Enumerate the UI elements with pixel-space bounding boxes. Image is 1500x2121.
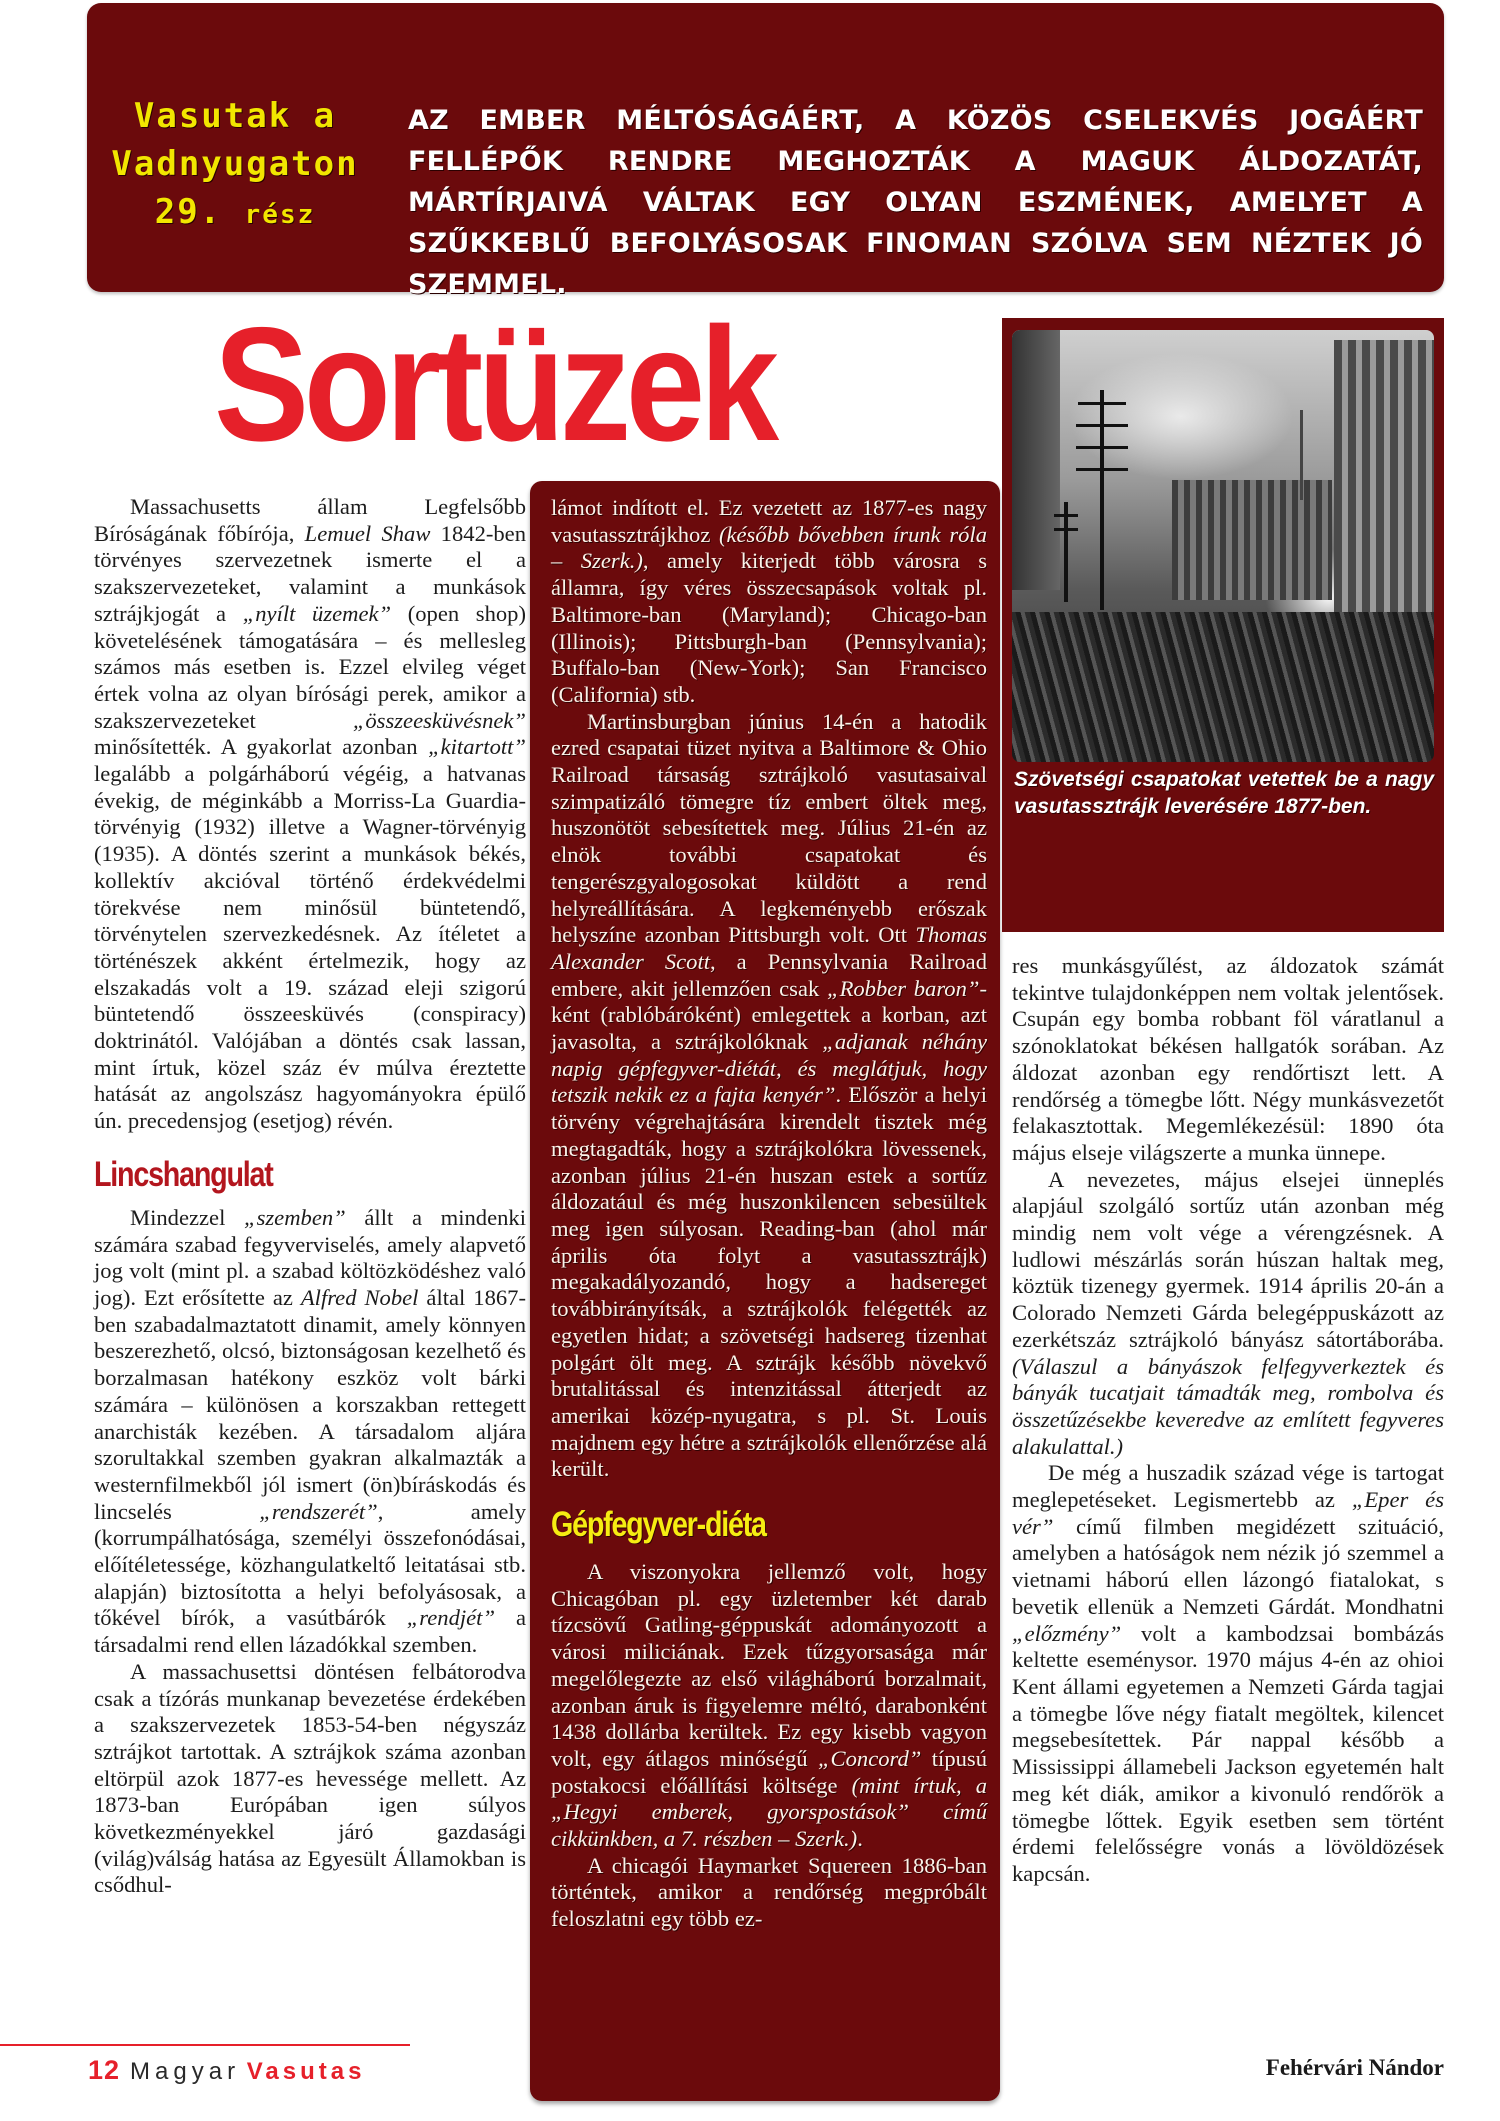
text-run: típusú postakocsi előállítási költsége [551,1745,988,1798]
photo-crowd [1012,612,1434,762]
italic-run: „Concord” [817,1745,922,1771]
italic-run: „szemben” [244,1204,346,1230]
text-run: , amely (korrumpálhatósága, személyi összefonódásai, előítéletessége, közhangulatkeltő leitatásai stb. alapján) biztosította a helyi befolyásosak, a tőkével bírók, a vasútbárók [94,1498,526,1631]
body-paragraph [94,494,526,1135]
middle-column [551,495,987,1933]
text-run: Massachusetts állam Legfelsőbb Bíróságának főbírója, [94,494,526,546]
middle-paragraphs-after [551,1559,987,1933]
italic-run: „rendjét” [406,1605,496,1631]
footer-rule [0,2044,410,2046]
text-run: A chicagói Haymarket Squereen 1886-ban történtek, amikor a rendőrség megpróbált feloszlatni egy több ez- [551,1852,987,1932]
text-run: A massachusettsi döntésen felbátorodva csak a tízórás munkanap bevezetése érdekében a szakszervezetek 1853-54-ben négyszáz sztrájkot tartottak. A sztrájkok száma azonban eltörpül azok 1877-es hevessége mellett. Az 1873-ban Európában igen súlyos következményekkel járó gazdasági (világ)válság hatása az Egyesült Államokban is csődhul- [94,1658,526,1898]
series-title-line-2: Vadnyugaton [111,144,359,184]
page-number: 12 [88,2055,121,2085]
italic-run: Alfred Nobel [300,1284,419,1310]
photo-building-right [1334,340,1434,640]
italic-run: „előzmény” [1012,1620,1122,1646]
body-paragraph [551,1559,987,1853]
chimney-icon [1300,410,1303,500]
text-run: állt a mindenki számára szabad fegyverviselés, amely alapvető jog volt (mint pl. a szabad költözködéshez való jog). Ezt erősítette az [94,1204,526,1310]
photo-caption: Szövetségi csapatokat vetettek be a nagy vasutassztrájk leverésére 1877-ben. [1014,768,1434,818]
telegraph-arm [1076,424,1128,427]
text-run: Mindezzel [130,1204,245,1230]
telegraph-arm [1054,514,1078,517]
photo-building-left [1012,330,1060,590]
text-run: Martinsburgban június 14-én a hatodik ezred csapatai tüzet nyitva a Baltimore & Ohio Railroad társaság sztrájkoló vasutasaival szimpatizáló tömegre tíz embert öltek meg, huszonötöt sebesítettek meg. Július 21-én az elnök további csapatokat és tengerészgyalogosokat küldött a rend helyreállítására. A legkeményebb erőszak helyszíne azonban Pittsburgh volt. Ott [551,708,987,948]
italic-run: (mint írtuk, a „Hegyi emberek, gyorspostások” című cikkünkben, a 7. részben – Szerk.) [551,1772,987,1852]
italic-run: „kitartott” [428,734,526,760]
left-column [94,494,526,1899]
subheading-lincshangulat: Lincshangulat [94,1154,273,1194]
subheading-gepfegyver-dieta: Gépfegyver-diéta [551,1505,766,1545]
series-part-word: rész [244,200,316,230]
series-title-line-3 [100,188,370,239]
left-paragraphs-after [94,1205,526,1899]
text-run: -ként (rablóbáróként) emlegettek a korban, azt javasolta, a sztrájkolóknak [551,975,987,1055]
series-part-number: 29. [154,192,223,232]
series-title [100,92,370,239]
magazine-name-1: Magyar [130,2058,241,2085]
right-paragraphs [1012,953,1444,1888]
text-run: A nevezetes, május elsejei ünneplés alapjául szolgáló sortűz után azonban még mindig nem volt vége a vérengzésnek. A ludlowi mészárlás során húszan haltak meg, köztük tizenegy gyermek. 1914 április 20-án a Colorado Nemzeti Gárda belegéppuskázott az ezerkétszáz sztrájkoló bányász sátortáborába. [1012,1166,1444,1352]
photo-engraving [1012,330,1434,762]
footer-folio [88,2054,365,2088]
text-run: volt a kambodzsai bombázás keltette eseménysor. 1970 május 4-én az ohioi Kent állami egyetemen a Nemzeti Gárda tagjai a tömegbe lőve négy fiatalt megöltek, kilencet megsebesítettek. Pár nappal később a Mississippi államebeli Jackson egyetemén halt meg két diák, amikor a kivonuló rendőrök a tömegbe lőttek. Egyik esetben sem történt érdemi felelősségre vonás a lövöldözések kapcsán. [1012,1620,1444,1886]
text-run: a társadalmi rend ellen lázadókkal szemben. [94,1605,526,1658]
body-paragraph [94,1205,526,1659]
photo-building-center [1172,480,1332,600]
body-paragraph [1012,1167,1444,1461]
body-paragraph [94,1659,526,1899]
text-run: . Először a helyi törvény végrehajtására kirendelt tisztek még megtagadták, hogy a sztrájkolókra lövessenek, azonban július 21-én huszan estek a sortűz áldozatául és még huszonkilencen sebesültek meg igen súlyosan. Reading-ban (ahol már április óta folyt a vasutassztrájk) megakadályozandó, hogy a hadsereget továbbirányítsák, a sztrájkolók felégették az egyetlen hidat; a szövetségi hadsereg tizenhat polgárt ölt meg. A sztrájk később növekvő brutalitással és intenzitással átterjedt az amerikai közép-nyugatra, s pl. St. Louis majdnem egy hétre a sztrájkolók ellenőrzése alá került. [551,1082,987,1482]
text-run: lámot indított el. Ez vezetett az 1877-es nagy vasutassztrájkhoz [551,495,987,547]
text-run: res munkásgyűlést, az áldozatok számát tekintve tulajdonképpen nem voltak jelentősek. Csupán egy bomba robbant föl váratlanul a szónoklatokat békésen hallgatók sorában. Az áldozat azonban egy rendőrtiszt lett. A rendőrség a tömegbe lőtt. Négy munkásvezetőt felakasztottak. Megemlékezésül: 1890 óta május elseje világszerte a munka ünnepe. [1012,953,1444,1165]
italic-run: (Válaszul a bányászok felfegyverkeztek és bányák tucatjait támadták meg, rombolva és összetűzésekbe keveredve az említett fegyveres alakulattal.) [1012,1353,1444,1459]
text-run: legalább a polgárháború végéig, a hatvanas évekig, de méginkább a Morriss-La Guardia-törvényig (1932) illetve a Wagner-törvényig (1935). A döntés szerint a munkások békés, kollektív akcióval történő érdekvédelmi törekvése nem minősül büntetendő, törvénytelen szervezkedésnek. Az ítéletet a történészek akként értelmezik, hogy az elszakadás volt a 19. század eleji szigorú büntetendő összeesküvés (conspiracy) doktrinától. Valójában a döntés csak lassan, mint írtuk, közel száz év múlva éreztette hatását az angolszász hagyományokra épülő ún. precedensjog (esetjog) révén. [94,761,526,1134]
article-headline: Sortüzek [214,294,774,475]
text-run: című filmben megidézett szituáció, amelyben a hatóságok nem nézik jó szemmel a vietnami háború ellen lázongó fiatalokat, s bevetik ellenük a Nemzeti Gárdát. Mondhatni [1012,1513,1444,1619]
italic-run: „Robber baron” [827,975,980,1001]
italic-run: Lemuel Shaw [304,520,431,546]
body-paragraph [1012,1460,1444,1887]
text-run: De még a huszadik század vége is tartogat meglepetéseket. Legismertebb az [1012,1460,1444,1513]
telegraph-arm [1076,468,1128,471]
italic-run: „rendszerét” [259,1498,378,1524]
telegraph-arm [1076,446,1128,449]
telegraph-pole-icon [1064,502,1068,602]
magazine-name-2: Vasutas [246,2058,366,2085]
text-run: 1842-ben törvényes szervezetnek ismerte el a szakszervezeteket, valamint a munkások sztrájkjogát a [94,520,527,626]
telegraph-arm [1078,402,1126,405]
body-paragraph [551,1853,987,1933]
italic-run: (később bővebben írunk róla – Szerk.) [551,521,987,574]
series-title-line-1: Vasutak a [133,96,337,136]
telegraph-pole-icon [1100,390,1104,610]
body-paragraph [1012,953,1444,1167]
italic-run: „adjanak néhány napig gépfegyver-diétát, és meglátjuk, hogy tetszik nekik ez a fajta kenyér” [551,1029,987,1108]
text-run: minősítették. A gyakorlat azonban [94,734,429,760]
right-column [1012,953,1444,1888]
text-run: (open shop) követelésének támogatására – és mellesleg számos más esetben is. Ezzel elvileg véget értek volna az olyan bírósági perek, amikor a szakszervezeteket [94,600,526,733]
middle-paragraphs [551,495,987,1483]
body-paragraph [551,495,987,709]
text-run: A viszonyokra jellemző volt, hogy Chicagóban pl. egy üzletember két darab tízcsövű Gatling-géppuskát adományozott a városi miliciának. Ezek tűzgyorsasága már megelőlegezte az első világháború borzalmait, azonban áruk is figyelemre méltó, darabonként 1438 dollárba kerültek. Ez egy kisebb vagyon volt, egy átlagos minőségű [551,1559,987,1771]
text-run: által 1867-ben szabadalmaztatott dinamit, amely könnyen beszerezhető, olcsó, biztonságosan kezelhető és borzalmasan hatékony eszköz volt bárki számára – különösen a korszakban rettegett anarchisták kezében. A társadalom aljára szorultakkal szemben gyakran alkalmazták a westernfilmekből jól ismert (ön)bíráskodás és lincselés [94,1284,526,1524]
text-run: , a Pennsylvania Railroad embere, akit jellemzően csak [551,948,987,1001]
telegraph-arm [1054,528,1078,531]
left-paragraphs [94,494,526,1135]
photo-box [1002,318,1444,932]
lead-paragraph: AZ EMBER MÉLTÓSÁGÁÉRT, A KÖZÖS CSELEKVÉS JOGÁÉRT FELLÉPŐK RENDRE MEGHOZTÁK A MAGUK ÁLDOZATÁT, MÁRTÍRJAIVÁ VÁLTAK EGY OLYAN ESZMÉNEK, AMELYET A SZŰKKEBLŰ BEFOLYÁSOSAK FINOMAN SZÓLVA SEM NÉZTEK JÓ SZEMMEL. [408,105,1423,300]
italic-run: „nyílt üzemek” [242,600,392,626]
italic-run: „összeesküvésnek” [352,707,526,733]
body-paragraph [551,709,987,1483]
text-run: , amely kiterjedt több városra s államra, így véres összecsapások voltak pl. Baltimore-ban (Maryland); Chicago-ban (Illinois); Pittsburgh-ban (Pennsylvania); Buffalo-ban (New-York); San Francisco (California) stb. [551,548,987,707]
author-byline: Fehérvári Nándor [1265,2055,1444,2080]
italic-run: „Eper és vér” [1012,1487,1444,1539]
italic-run: Thomas Alexander Scott [551,922,987,974]
text-run: . [857,1826,863,1852]
